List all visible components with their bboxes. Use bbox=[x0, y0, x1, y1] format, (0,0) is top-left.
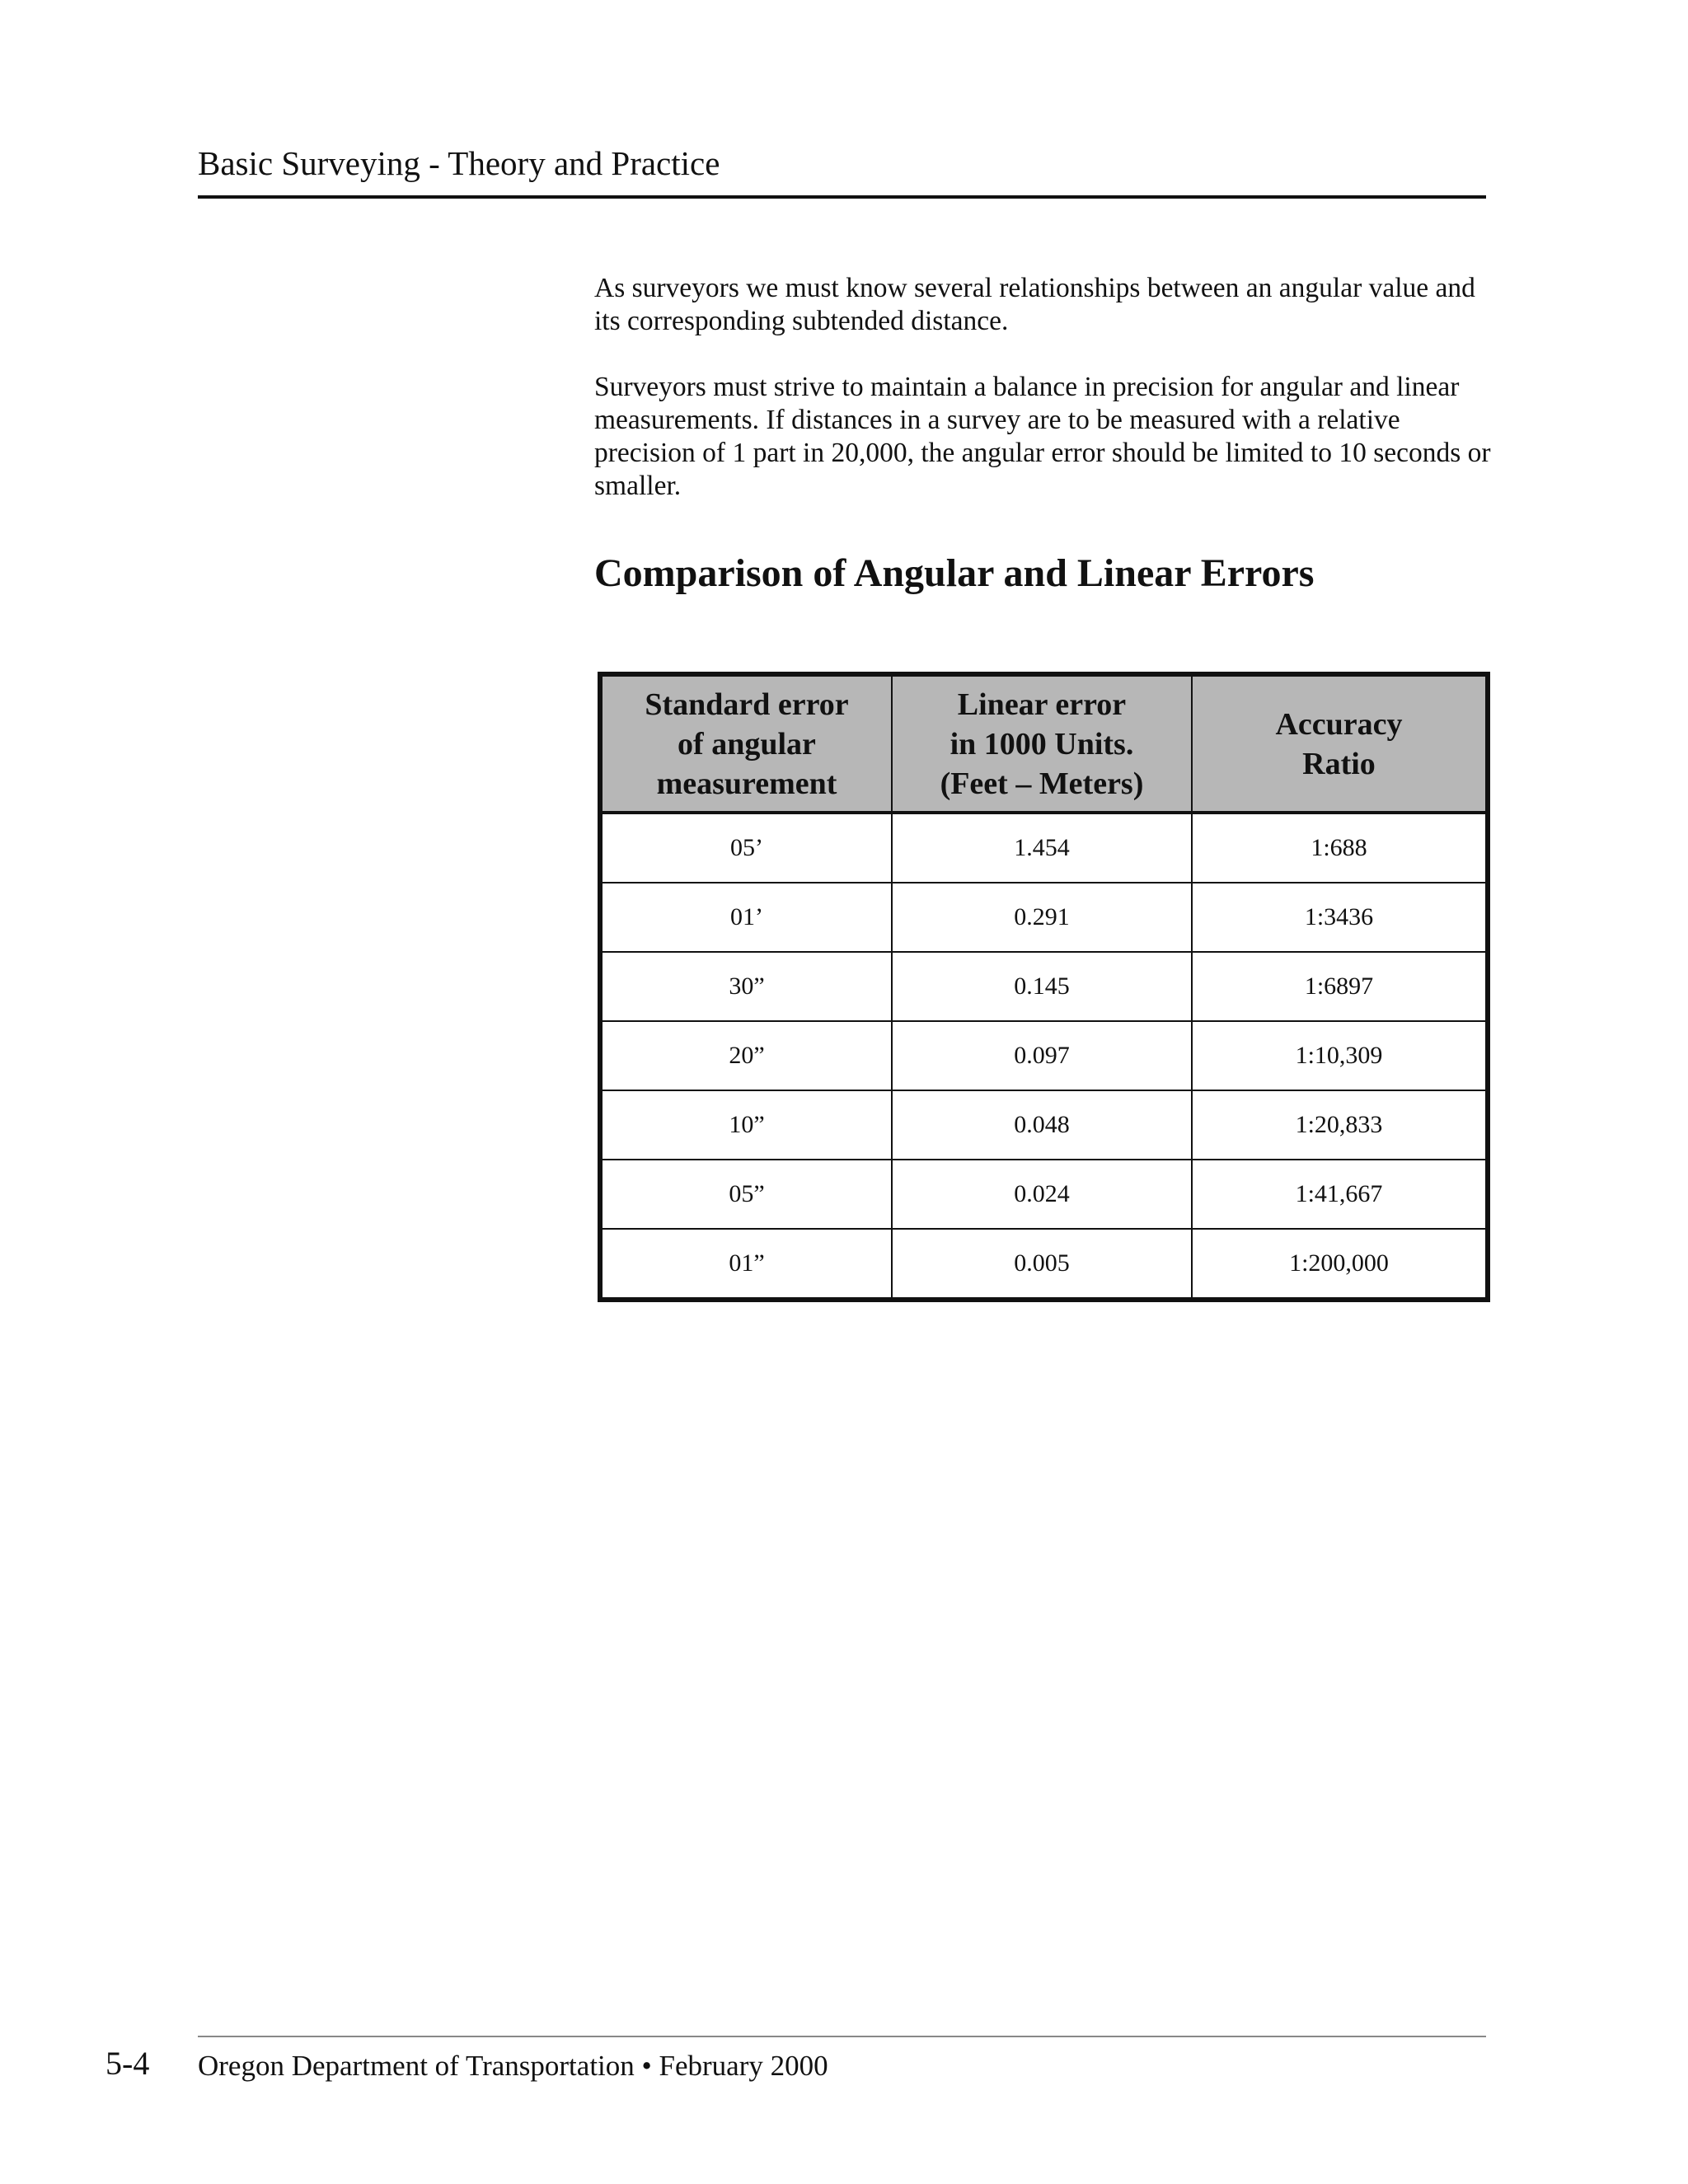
angular-error-cell: 05’ bbox=[600, 813, 892, 883]
accuracy-ratio-cell: 1:41,667 bbox=[1192, 1160, 1488, 1229]
accuracy-ratio-cell: 1:20,833 bbox=[1192, 1090, 1488, 1160]
linear-error-cell: 0.097 bbox=[892, 1021, 1192, 1090]
header-standard-error: Standard error of angular measurement bbox=[600, 674, 892, 813]
accuracy-ratio-cell: 1:3436 bbox=[1192, 883, 1488, 952]
angular-error-cell: 05” bbox=[600, 1160, 892, 1229]
section-title: Comparison of Angular and Linear Errors bbox=[594, 551, 1315, 595]
accuracy-ratio-cell: 1:6897 bbox=[1192, 952, 1488, 1021]
angular-error-cell: 01” bbox=[600, 1229, 892, 1300]
angular-error-cell: 10” bbox=[600, 1090, 892, 1160]
linear-error-cell: 0.291 bbox=[892, 883, 1192, 952]
angular-error-cell: 01’ bbox=[600, 883, 892, 952]
linear-error-cell: 0.024 bbox=[892, 1160, 1192, 1229]
footer-rule bbox=[198, 2036, 1486, 2037]
table-row bbox=[600, 883, 1488, 952]
angular-error-cell: 20” bbox=[600, 1021, 892, 1090]
linear-error-cell: 1.454 bbox=[892, 813, 1192, 883]
precision-paragraph: Surveyors must strive to maintain a balance in precision for angular and linear measurements. If distances in a survey are to be measured with a relative precision of 1 part in 20,000, the angular error should be limited to 10 seconds or smaller. bbox=[594, 372, 1491, 501]
header-rule bbox=[198, 195, 1486, 199]
table-row bbox=[600, 1160, 1488, 1229]
running-header: Basic Surveying - Theory and Practice bbox=[198, 144, 720, 182]
accuracy-ratio-cell: 1:10,309 bbox=[1192, 1021, 1488, 1090]
table-row bbox=[600, 1090, 1488, 1160]
accuracy-ratio-cell: 1:688 bbox=[1192, 813, 1488, 883]
header-accuracy-ratio: Accuracy Ratio bbox=[1192, 674, 1488, 813]
header-linear-error: Linear error in 1000 Units. (Feet – Meters) bbox=[892, 674, 1192, 813]
linear-error-cell: 0.005 bbox=[892, 1229, 1192, 1300]
linear-error-cell: 0.145 bbox=[892, 952, 1192, 1021]
footer-publisher-date: Oregon Department of Transportation • February 2000 bbox=[198, 2050, 828, 2082]
accuracy-ratio-cell: 1:200,000 bbox=[1192, 1229, 1488, 1300]
table-row bbox=[600, 1229, 1488, 1300]
page-number: 5-4 bbox=[106, 2045, 150, 2082]
linear-error-cell: 0.048 bbox=[892, 1090, 1192, 1160]
angular-error-cell: 30” bbox=[600, 952, 892, 1021]
angular-linear-error-table bbox=[598, 672, 1490, 1302]
table-row bbox=[600, 1021, 1488, 1090]
table-row bbox=[600, 952, 1488, 1021]
intro-paragraph: As surveyors we must know several relationships between an angular value and its corresponding subtended distance. bbox=[594, 273, 1475, 336]
table-row bbox=[600, 813, 1488, 883]
table-header-row bbox=[600, 674, 1488, 813]
